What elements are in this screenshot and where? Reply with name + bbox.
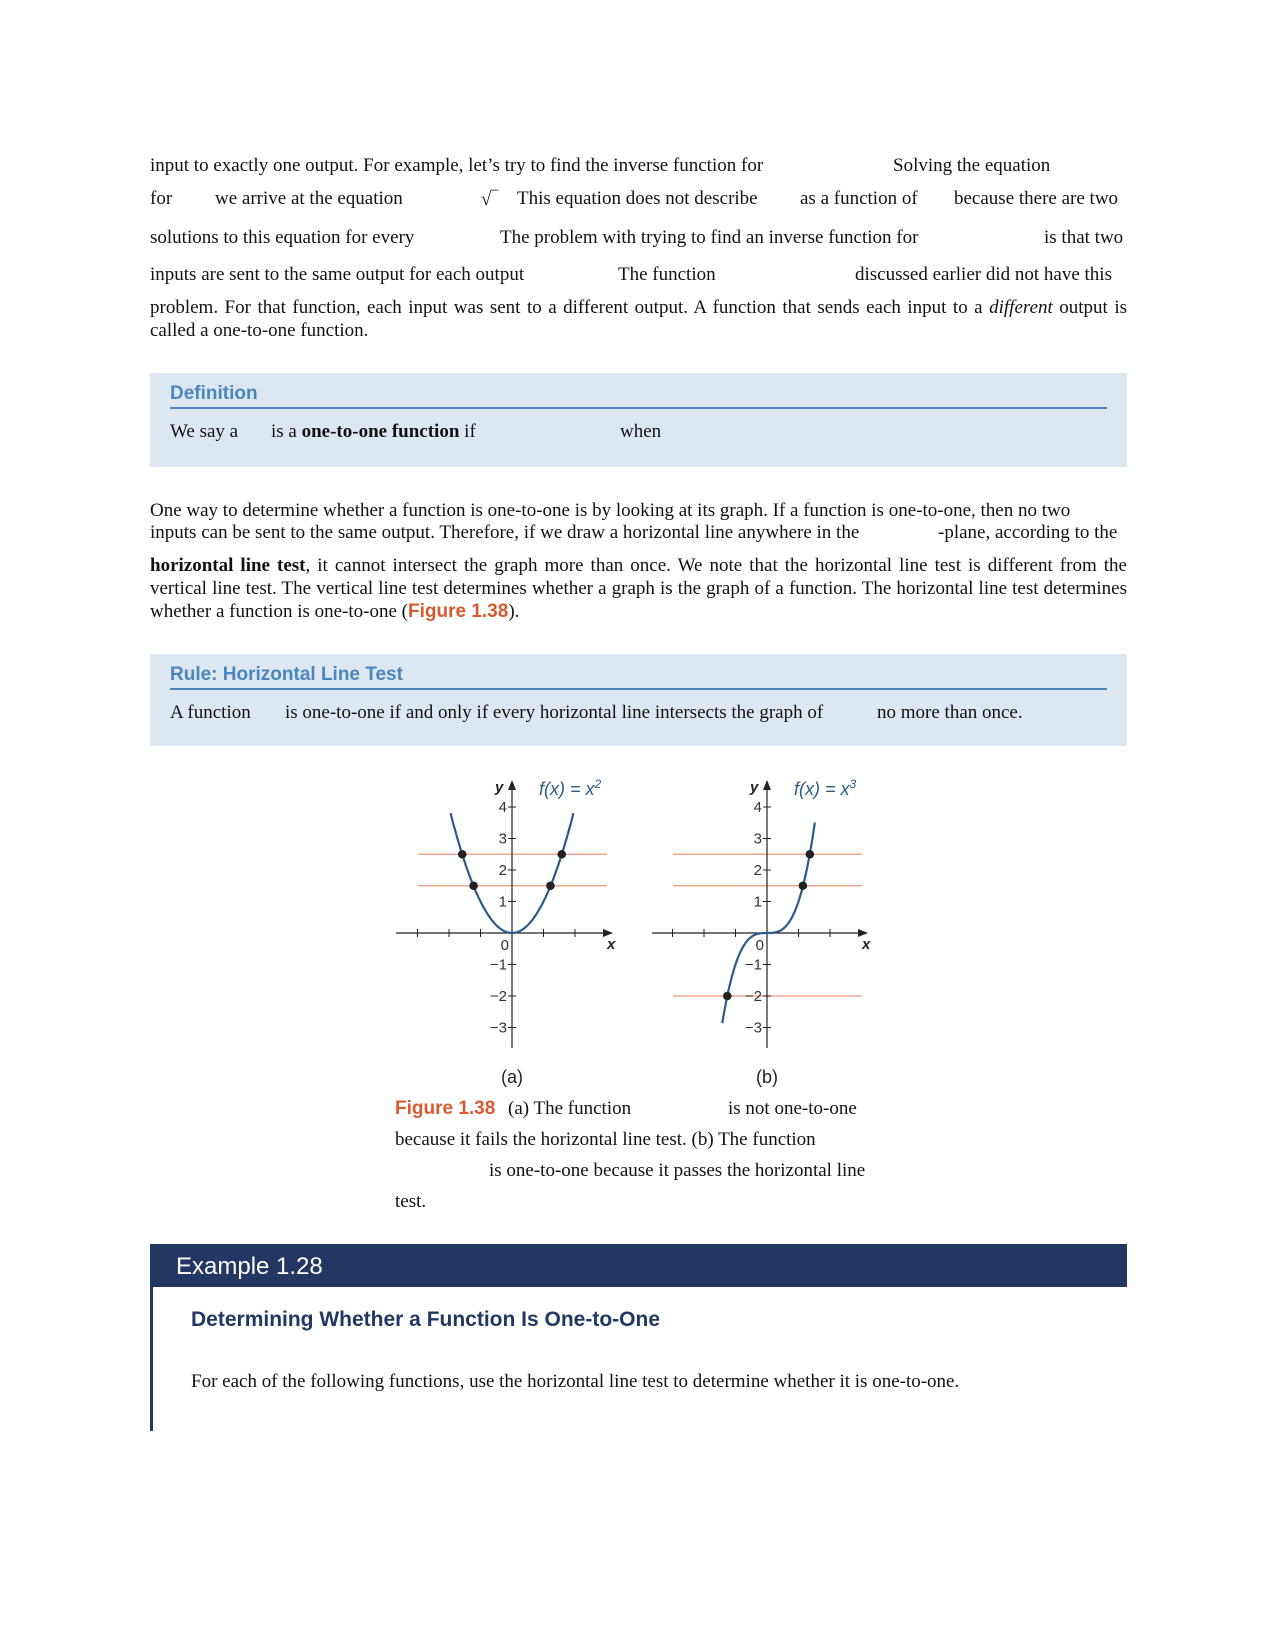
caption-line	[395, 1098, 495, 1120]
y-tick-label: 1	[753, 893, 762, 911]
function-curve	[722, 822, 815, 1023]
function-label: $f(x) = x^3$	[794, 777, 857, 799]
caption-text: test.	[395, 1191, 427, 1212]
caption-text: is one-to-one because it passes the horizontal line	[489, 1160, 866, 1181]
y-tick-label: −2	[489, 988, 507, 1005]
intersection-point	[458, 850, 467, 859]
function-label: $f(x) = x^2$	[539, 777, 602, 799]
y-tick-label: 2	[753, 862, 762, 879]
rule-text: is one-to-one if and only if every horizontal line intersects the graph of	[285, 702, 824, 723]
text-fragment: -plane, according to the	[938, 522, 1118, 543]
definition-text: when	[620, 421, 662, 442]
figure-reference-link[interactable]: Figure 1.38	[408, 601, 509, 622]
intersection-point	[799, 881, 808, 890]
text-fragment: inputs can be sent to the same output. Therefore, if we draw a horizontal line anywhere in the	[150, 522, 860, 543]
sqrt-symbol: √‾	[481, 189, 498, 210]
intersection-point	[546, 881, 555, 890]
y-tick-label: 4	[753, 799, 762, 816]
y-tick-label: −2	[744, 988, 762, 1005]
graph-panel-a	[396, 777, 616, 1087]
y-tick-label: 2	[498, 862, 507, 879]
x-axis-label: x	[862, 936, 871, 953]
example-header-bar	[150, 1244, 1127, 1287]
text-fragment: solutions to this equation for every	[150, 227, 415, 248]
rule-text: no more than once.	[877, 702, 1023, 723]
example-number: Example 1.28	[176, 1253, 323, 1280]
y-tick-label: 3	[753, 830, 762, 848]
function-exponent: 3	[849, 777, 857, 791]
caption-text: is not one-to-one	[728, 1098, 857, 1119]
text-line: Solving the equation	[893, 155, 1051, 176]
origin-label: 0	[500, 937, 509, 954]
panel-label: (b)	[756, 1067, 778, 1087]
intersection-point	[723, 992, 732, 1001]
y-tick-label: 1	[498, 893, 507, 911]
text-fragment: This equation does not describe	[517, 188, 758, 209]
intersection-point	[557, 850, 566, 859]
text-fragment: The function	[618, 264, 716, 285]
y-tick-label: −1	[744, 956, 762, 974]
y-axis-label: y	[750, 779, 759, 796]
text-fragment: because there are two	[954, 188, 1119, 209]
rule-title: Rule: Horizontal Line Test	[170, 664, 403, 685]
definition-text: is a one-to-one function if	[271, 421, 476, 442]
function-exponent: 2	[594, 777, 602, 791]
example-left-border	[150, 1287, 153, 1431]
intersection-point	[469, 881, 478, 890]
example-body: For each of the following functions, use the horizontal line test to determine whether it is one-to-one.	[191, 1371, 960, 1392]
paragraph-continuation: problem. For that function, each input was sent to a different output. A function that sends each input to a different output is called a one-to-one function.	[150, 297, 1127, 341]
text-fragment: The problem with trying to find an inverse function for	[500, 227, 919, 248]
text-fragment: discussed earlier did not have this	[855, 264, 1112, 285]
y-tick-label: 3	[498, 830, 507, 848]
text-line: One way to determine whether a function is one-to-one is by looking at its graph. If a function is one-to-one, then no two	[150, 500, 1071, 521]
definition-title: Definition	[170, 383, 258, 404]
y-tick-label: 4	[498, 799, 507, 816]
text-fragment: as a function of	[800, 188, 918, 209]
y-tick-label: −3	[489, 1019, 507, 1037]
panel-label: (a)	[501, 1067, 523, 1087]
paragraph-continuation: horizontal line test, it cannot intersect the graph more than once. We note that the horizontal line test is different from the vertical line test. The vertical line test determines whether a graph is the graph of a function. The horizontal line test determines whether a function is one-to-one (Figure 1.38).	[150, 555, 1127, 622]
x-axis-label: x	[607, 936, 616, 953]
graph-panel-b	[652, 777, 871, 1087]
caption-text: (a) The function	[508, 1098, 632, 1119]
y-tick-label: −1	[489, 956, 507, 974]
text-fragment: is that two	[1044, 227, 1124, 248]
caption-text: because it fails the horizontal line test. (b) The function	[395, 1129, 816, 1150]
text-fragment: for	[150, 188, 173, 209]
origin-label: 0	[755, 937, 764, 954]
definition-text: We say a	[170, 421, 239, 442]
figure-label: Figure 1.38	[395, 1098, 496, 1119]
rule-text: A function	[170, 702, 251, 723]
example-title: Determining Whether a Function Is One-to-One	[191, 1308, 661, 1331]
y-tick-label: −3	[744, 1019, 762, 1037]
text-fragment: inputs are sent to the same output for each output	[150, 264, 525, 285]
y-axis-label: y	[495, 779, 504, 796]
text-fragment: we arrive at the equation	[215, 188, 403, 209]
text-line: input to exactly one output. For example, let’s try to find the inverse function for	[150, 155, 764, 176]
intersection-point	[806, 850, 815, 859]
